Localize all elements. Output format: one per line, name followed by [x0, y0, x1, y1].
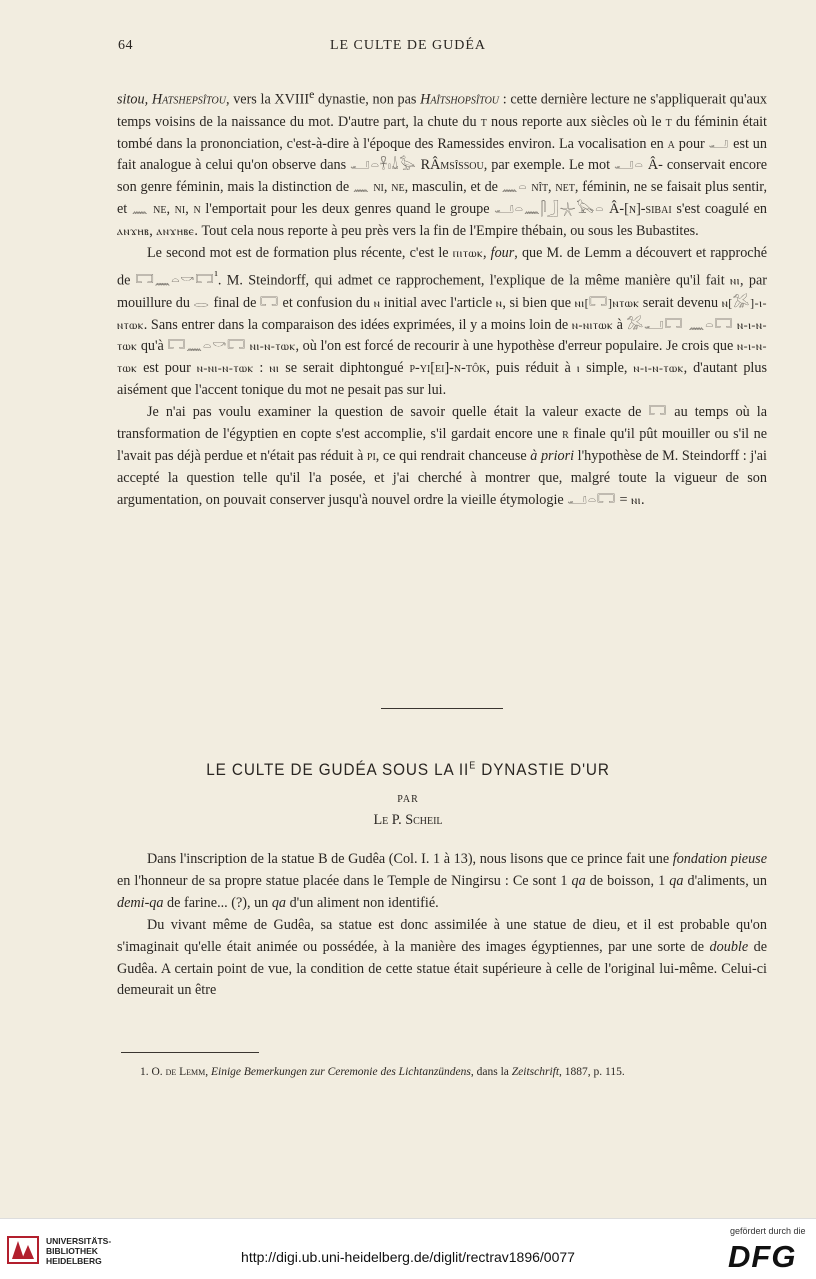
hieroglyph-group: 𓅮 [732, 295, 751, 311]
hieroglyph-group: 𓅮𓂝𓉐 𓈖𓏏𓉐 [626, 317, 734, 333]
hieroglyph-group: 𓈖 [352, 180, 370, 196]
hieroglyph-group: 𓉐 [648, 405, 668, 421]
article-author: Le P. Scheil [373, 812, 443, 828]
hieroglyph-group: 𓂝 [708, 136, 730, 152]
hieroglyph-group: 𓂝𓏏𓈖𓋴𓃀𓇼𓅂𓏏 [494, 202, 605, 218]
hieroglyph-group: 𓉐 [589, 295, 608, 311]
dfg-logo: DFG [728, 1239, 797, 1274]
hieroglyph-group: 𓉐𓈖𓏏𓎡𓉐 [135, 273, 215, 289]
running-title: LE CULTE DE GUDÉA [329, 38, 487, 53]
page-number: 64 [118, 38, 133, 53]
paragraph: Dans l'inscription de la statue B de Gudêa (Col. I. 1 à 13), nous lisons que ce prince fait une fondation pieuse en l'honneur de sa propre statue placée dans le Temple de Ningirsu : Ce sont 1 qa de boisson, 1 qa d'aliments, un demi-qa de farine... (?), un qa d'un aliment non identifié. [117, 851, 768, 911]
hieroglyph-group: 𓉐𓈖𓏏𓎡𓉐 [167, 339, 247, 355]
funding-note: gefördert durch die [730, 1226, 806, 1236]
library-name: UNIVERSITÄTS- BIBLIOTHEK HEIDELBERG [46, 1236, 112, 1266]
footnote-divider [121, 1052, 259, 1053]
section-divider [381, 708, 503, 709]
hieroglyph-group: 𓈖 [131, 202, 149, 218]
hieroglyph-group: 𓂝𓏏𓉐 [567, 492, 616, 508]
hieroglyph-group: 𓂝𓏏𓋹𓏤𓍑𓅭 [350, 158, 417, 174]
viewer-footer [0, 1218, 816, 1279]
paragraph: Du vivant même de Gudêa, sa statue est donc assimilée à une statue de dieu, et il est probable qu'on s'imaginait qu'elle était animée ou possédée, à la manière des images égyptiennes, par une sorte de double de Gudêa. A certain point de vue, la condition de cette statue était supérieure à celle de l'original lui-même. Celui-ci demeurait un être [117, 916, 767, 999]
paragraph: Le second mot est de formation plus récente, c'est le ⲡⲓⲧⲱⲕ, four, que M. de Lemm a découvert et rapproché de 𓉐𓈖𓏏𓎡𓉐$^{^1}$. M. Steindorff, qui admet ce rapprochement, l'explique de la même manière qu'il fait ⲛⲓ, par mouillure du 𓂋 final de 𓉐 et confusion du ⲛ initial avec l'article ⲛ, si bien que ⲛⲓ[𓉐]ⲛⲧⲱⲕ serait devenu ⲛ[𓅮]-ⲓ-ⲛⲧⲱⲕ. Sans entrer dans la comparaison des idées exprimées, il y a moins loin de ⲛ-ⲛⲓⲧⲱⲕ à 𓅮𓂝𓉐 𓈖𓏏𓉐 ⲛ-ⲓ-ⲛ-ⲧⲱⲕ qu'à 𓉐𓈖𓏏𓎡𓉐 ⲛⲓ-ⲛ-ⲧⲱⲕ, où l'on est forcé de recourir à une hypothèse d'erreur populaire. Je crois que ⲛ-ⲓ-ⲛ-ⲧⲱⲕ est pour ⲛ-ⲛⲓ-ⲛ-ⲧⲱⲕ : ⲛⲓ se serait diphtongué p-yi[ei]-n-tôk, puis réduit à ⲓ simple, ⲛ-ⲓ-ⲛ-ⲧⲱⲕ, d'autant plus aisément que l'accent tonique du mot ne pesait pas sur lui. [117, 245, 767, 399]
byline-par: PAR [397, 794, 419, 805]
permalink[interactable]: http://digi.ub.uni-heidelberg.de/diglit/rectrav1896/0077 [241, 1249, 575, 1265]
footnote: 1. O. de Lemm, Einige Bemerkungen zur Ceremonie des Lichtanzündens, dans la Zeitschrift, 1887, p. 115. [140, 1066, 625, 1078]
article-title: LE CULTE DE GUDÉA SOUS LA $II^E$ DYNASTIE D'UR [206, 760, 610, 779]
hieroglyph-group: 𓈖𓏏 [501, 180, 528, 196]
text-block-1 [117, 84, 767, 512]
page-header [0, 38, 816, 60]
hieroglyph-group: 𓉐 [260, 295, 279, 311]
hieroglyph-group: 𓂋 [193, 295, 210, 311]
paragraph: sitou, Hatshepsîtou, vers la XVIIIe dynastie, non pas Haîtshopsîtou : cette dernière lecture ne s'appliquerait qu'aux temps voisins de la naissance du mot. D'autre part, la chute du t nous reporte aux siècles où le t du féminin était tombé dans la prononciation, c'est-à-dire à l'époque des Ramessides environ. La vocalisation en a pour 𓂝 est un fait analogue à celui qu'on observe dans 𓂝𓏏𓋹𓏤𓍑𓅭 RÂmsîssou, par exemple. Le mot 𓂝𓏏 Â- conservait encore son genre féminin, mais la distinction de 𓈖 ni, ne, masculin, et de 𓈖𓏏 nît, net, féminin, ne se faisait plus sentir, et 𓈖 ne, ni, n l'emportait pour les deux genres quand le groupe 𓂝𓏏𓈖𓋴𓃀𓇼𓅂𓏏 Â-[n]-sibai s'est coagulé en ⲁⲛϫⲏⲃ, ⲁⲛϫⲏⲃⲉ. Tout cela nous reporte à peu près vers la fin de l'Empire thébain, ou sous les Bubastites. [117, 87, 768, 240]
paragraph: Je n'ai pas voulu examiner la question de savoir quelle était la valeur exacte de 𓉐 au temps où la transformation de l'égyptien en copte s'est accomplie, s'il gardait encore une r finale qu'il pût mouiller ou s'il ne l'avait pas déjà perdue et n'était pas réduit à pi, ce qui rendrait chanceuse à priori l'hypothèse de M. Steindorff : j'ai accepté la question telle qu'il l'a posée, et j'ai cherché à montrer que, malgré toute la vigueur de son argumentation, on pouvait conserver jusqu'à nouvel ordre la vieille étymologie 𓂝𓏏𓉐 = ⲛⲓ. [117, 404, 767, 508]
hieroglyph-group: 𓂝𓏏 [614, 158, 644, 174]
text-block-2 [117, 849, 767, 1002]
